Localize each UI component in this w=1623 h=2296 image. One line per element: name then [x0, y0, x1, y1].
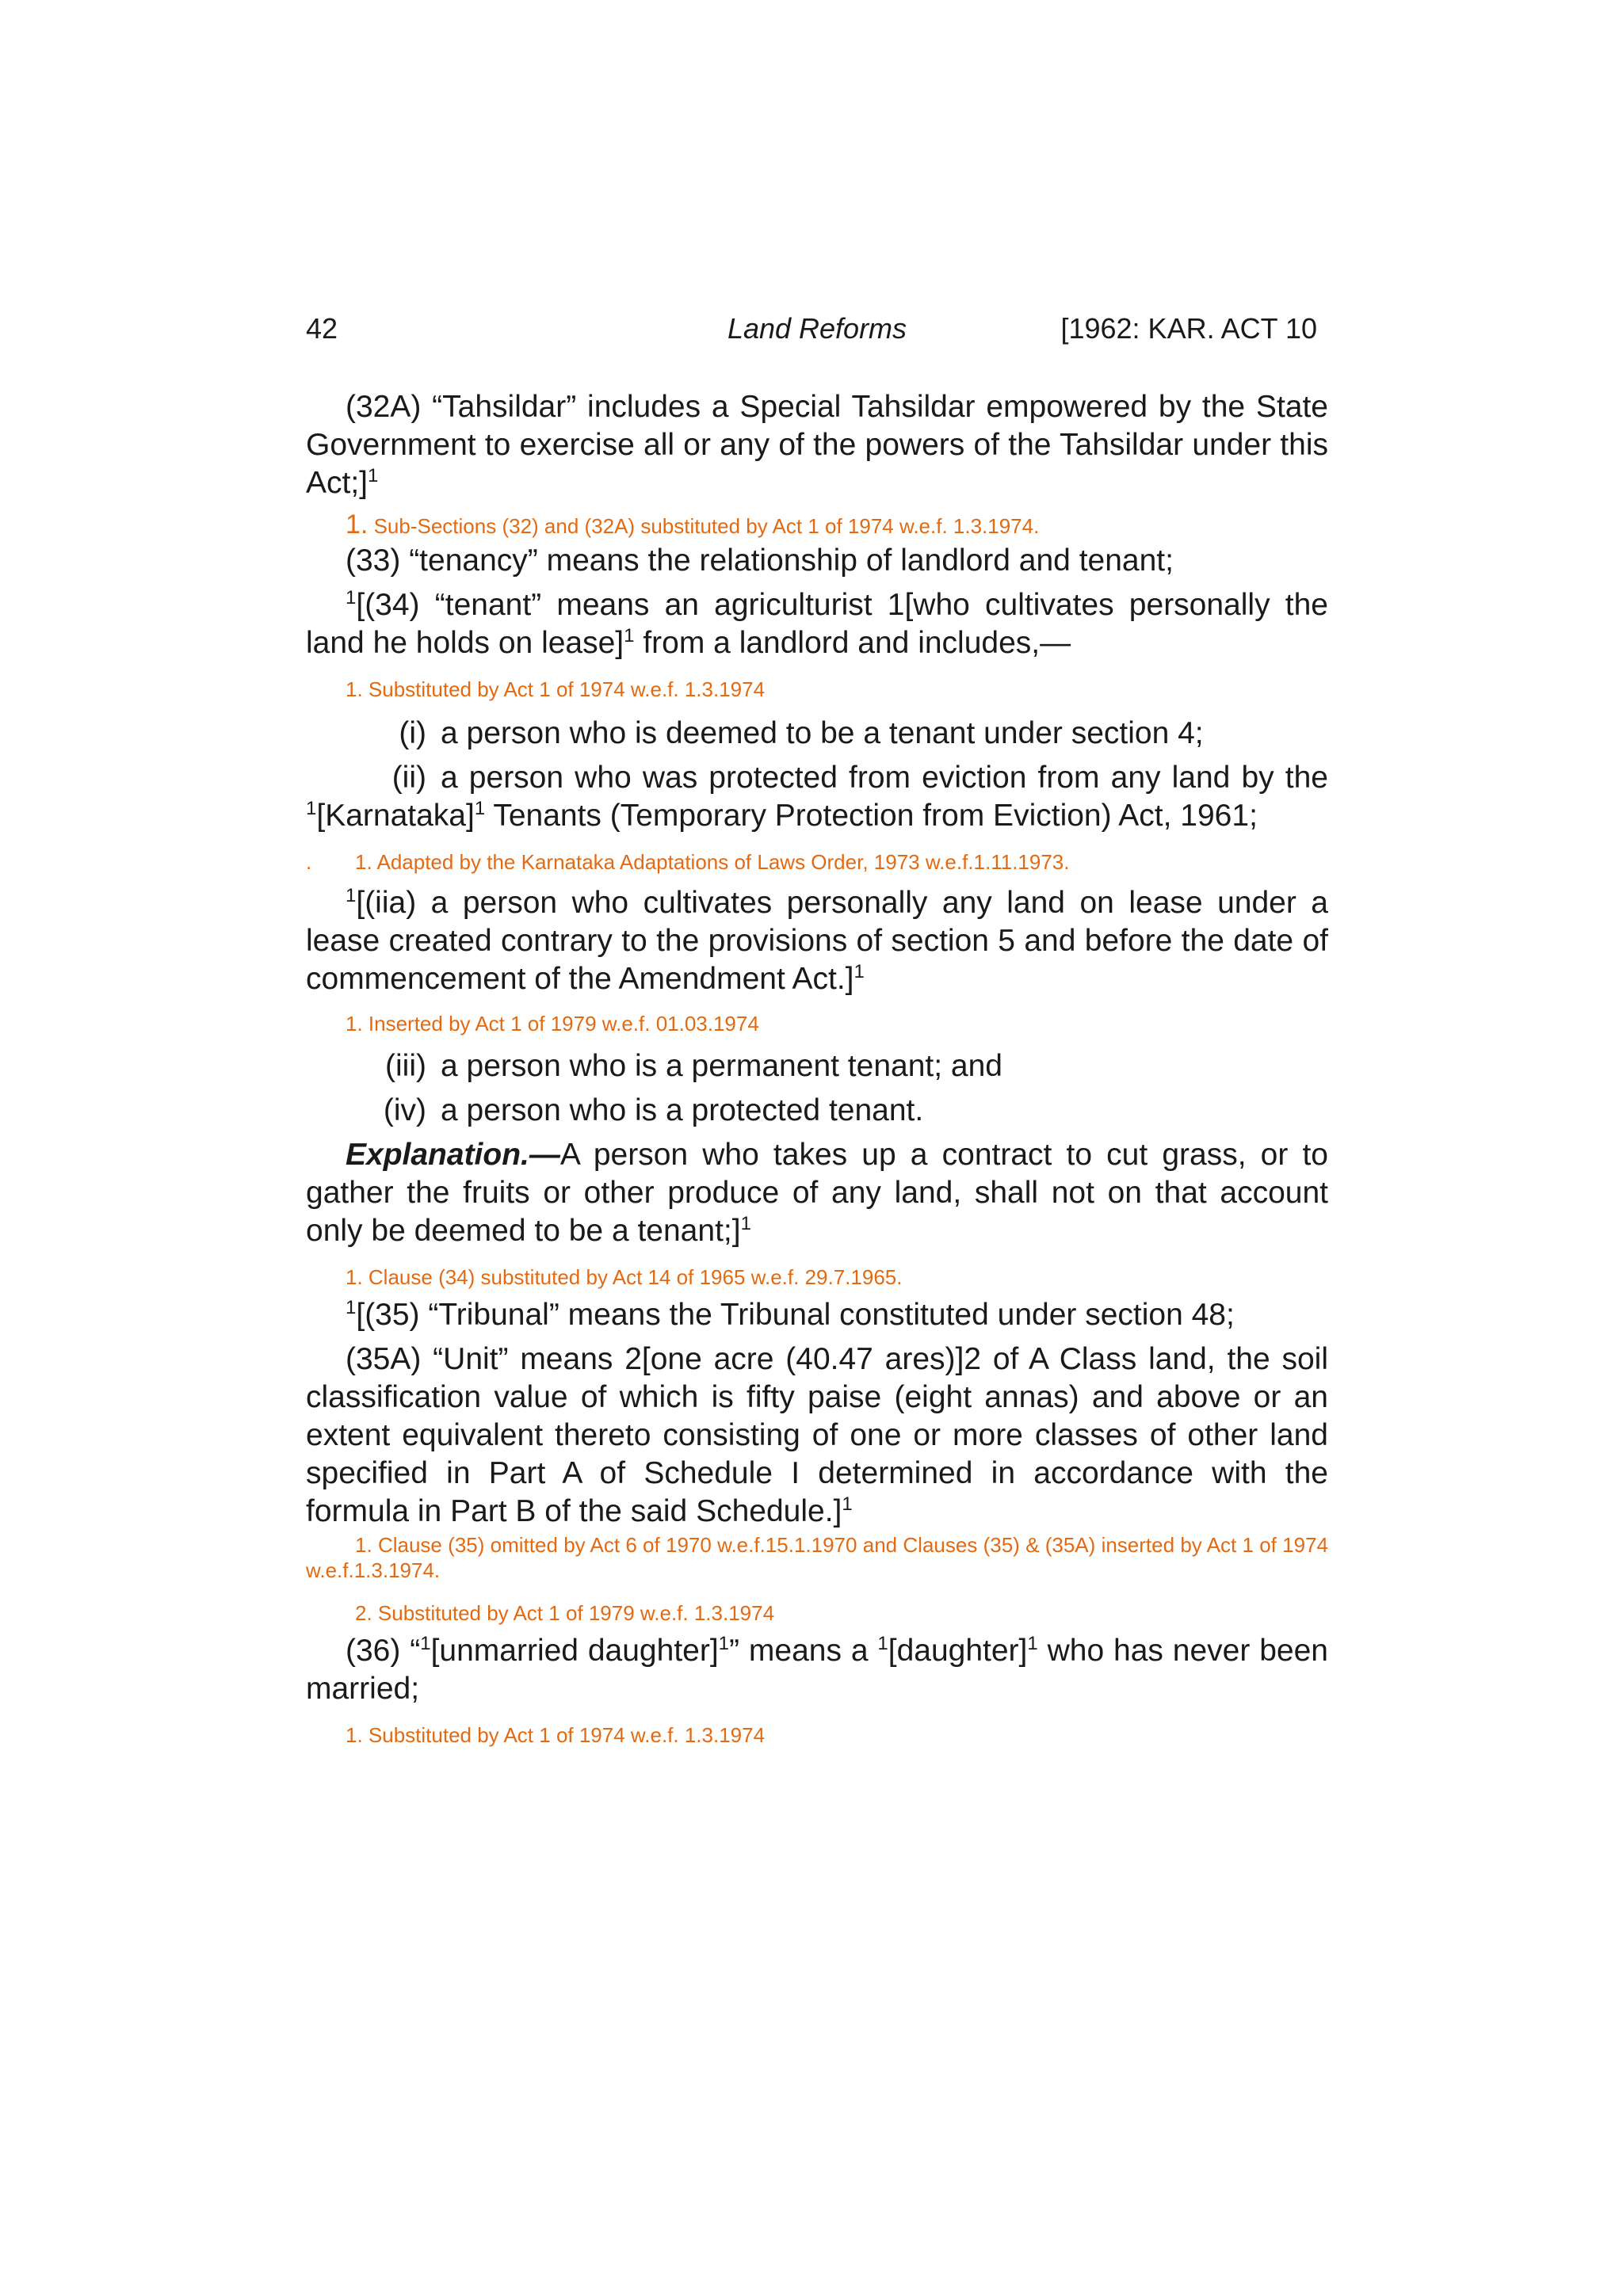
- item-iv: [306, 1092, 1328, 1130]
- page-number: 42: [306, 312, 338, 345]
- footnote-marker: 1: [346, 1297, 357, 1318]
- footnote-34: 1. Substituted by Act 1 of 1974 w.e.f. 1.3.1974: [346, 677, 766, 701]
- item-number: (iv): [383, 1093, 426, 1127]
- item-ii: [306, 759, 1328, 835]
- page-header: [306, 312, 1328, 352]
- item-text: a person who is a permanent tenant; and: [441, 1049, 1002, 1083]
- item-number: (iii): [385, 1049, 426, 1083]
- explanation-label: Explanation.—: [346, 1138, 560, 1172]
- footnote-marker: 1: [306, 798, 317, 819]
- clause-34: $^1$[(34) “tenant” means an agriculturist 1[who cultivates personally the land he holds on lease]$^1$ from a landlord and includes,—: [306, 587, 1328, 660]
- item-text: a person who is a protected tenant.: [441, 1093, 924, 1127]
- footnote-36: 1. Substituted by Act 1 of 1974 w.e.f. 1.3.1974: [346, 1723, 766, 1747]
- clause-32a: (32A) “Tahsildar” includes a Special Tahsildar empowered by the State Government to exercise all or any of the powers of the Tahsildar under this Act;]$^1$: [306, 390, 1328, 500]
- footnote-explanation: 1. Clause (34) substituted by Act 14 of 1965 w.e.f. 29.7.1965.: [346, 1265, 903, 1289]
- act-reference: [1962: KAR. ACT 10: [1060, 312, 1317, 345]
- footnote-marker: 1: [420, 1633, 431, 1654]
- item-number: (i): [399, 716, 426, 750]
- clause-iia: $^1$[(iia) a person who cultivates personally any land on lease under a lease created contrary to the provisions of section 5 and before the date of commencement of the Amendment Act.]$^1$: [306, 885, 1328, 996]
- footnote-marker: 1: [718, 1633, 730, 1654]
- footnote-35a-1: 1. Clause (35) omitted by Act 6 of 1970 w.e.f.15.1.1970 and Clauses (35) & (35A) inserted by Act 1 of 1974 w.e.f.1.3.1974.: [306, 1533, 1328, 1582]
- footnote-marker: 1: [740, 1213, 751, 1234]
- footnote-marker: 1: [624, 625, 635, 646]
- clause-35: $^1$[(35) “Tribunal” means the Tribunal constituted under section 48;: [346, 1297, 1235, 1332]
- item-iii: [306, 1047, 1328, 1085]
- footnote-marker: 1: [474, 798, 486, 819]
- item-number: (ii): [391, 761, 426, 795]
- document-body: [306, 388, 1328, 1748]
- explanation: Explanation.—A person who takes up a contract to cut grass, or to gather the fruits or other produce of any land, shall not on that account only be deemed to be a tenant;]$^1$: [306, 1138, 1328, 1248]
- footnote-marker: 1: [877, 1633, 888, 1654]
- footnote-marker: 1: [346, 587, 357, 608]
- footnote-marker: 1: [1027, 1633, 1038, 1654]
- footnote-marker: 1: [346, 885, 357, 906]
- footnote-marker: 1: [854, 961, 865, 982]
- footnote-32a: 1. Sub-Sections (32) and (32A) substituted by Act 1 of 1974 w.e.f. 1.3.1974.: [346, 509, 1040, 540]
- footnote-ii: . 1. Adapted by the Karnataka Adaptations of Laws Order, 1973 w.e.f.1.11.1973.: [306, 850, 1070, 874]
- item-text-continued: $^1$[Karnataka]$^1$ Tenants (Temporary Protection from Eviction) Act, 1961;: [306, 798, 1258, 833]
- footnote-marker: 1: [842, 1493, 853, 1515]
- running-title: Land Reforms: [727, 312, 907, 345]
- item-i: [306, 715, 1328, 753]
- footnote-35a-2: 2. Substituted by Act 1 of 1979 w.e.f. 1.3.1974: [355, 1601, 775, 1625]
- footnote-marker: 1: [368, 465, 379, 486]
- item-text: a person who is deemed to be a tenant under section 4;: [441, 716, 1204, 750]
- clause-36: (36) “$^1$[unmarried daughter]$^1$” means a $^1$[daughter]$^1$ who has never been married;: [306, 1633, 1328, 1706]
- clause-35a: (35A) “Unit” means 2[one acre (40.47 ares)]2 of A Class land, the soil classification value of which is fifty paise (eight annas) and above or an extent equivalent thereto consisting of one or more classes of other land specified in Part A of Schedule I determined in accordance with the formula in Part B of the said Schedule.]$^1$: [306, 1342, 1328, 1528]
- clause-33: (33) “tenancy” means the relationship of landlord and tenant;: [346, 543, 1174, 578]
- item-text: a person who was protected from eviction from any land by the: [441, 761, 1328, 795]
- footnote-iia: 1. Inserted by Act 1 of 1979 w.e.f. 01.03.1974: [346, 1012, 759, 1035]
